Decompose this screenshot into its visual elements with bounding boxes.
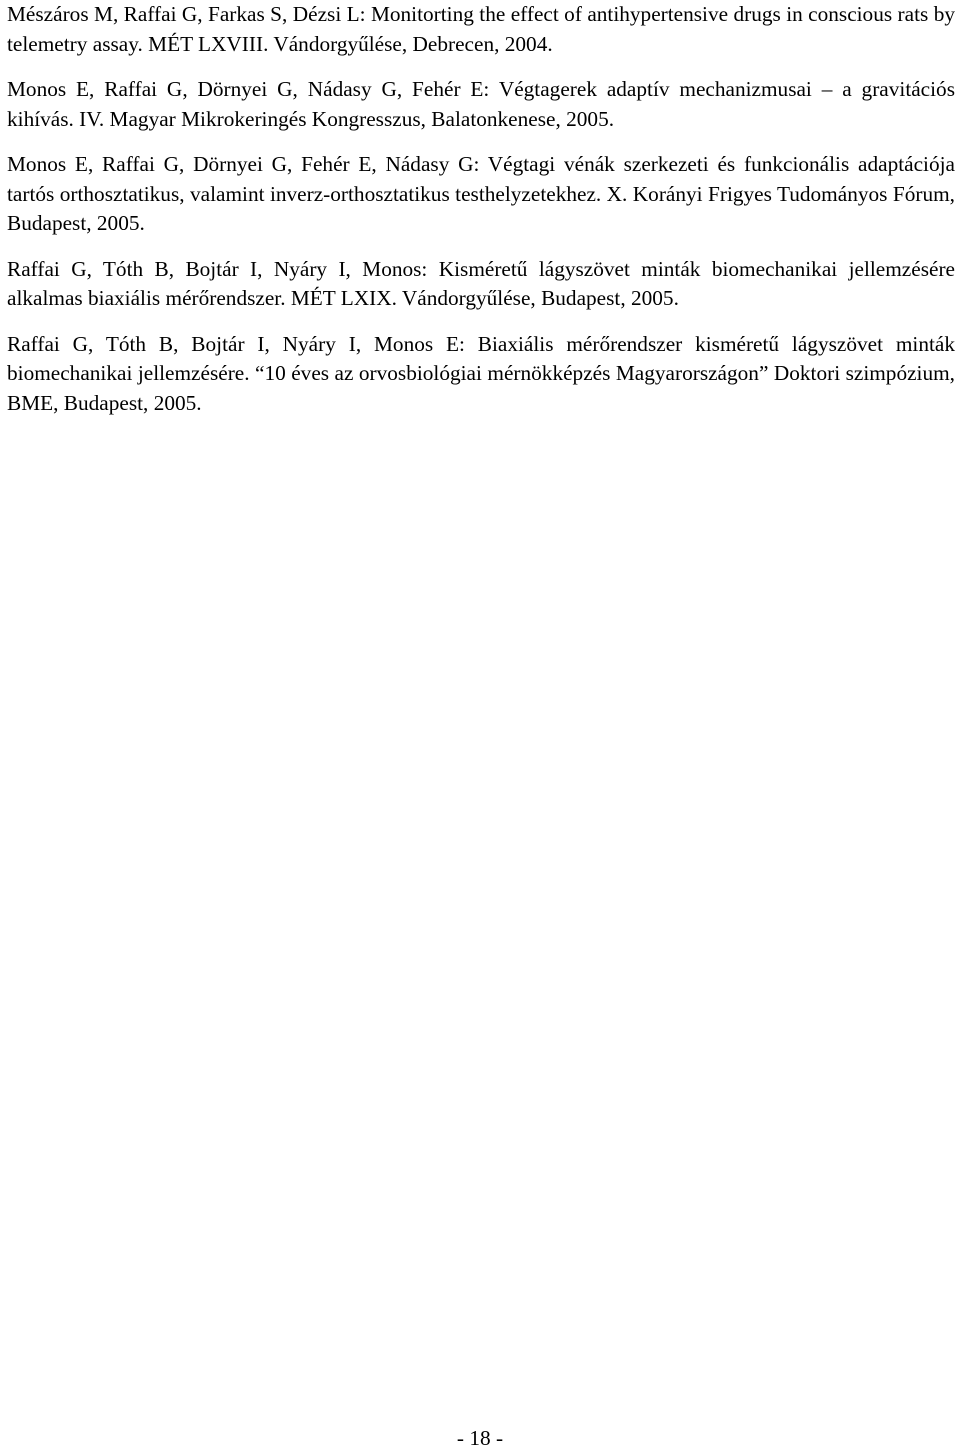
reference-entry: Monos E, Raffai G, Dörnyei G, Nádasy G, Fehér E: Végtagerek adaptív mechanizmusai – a gravitációs kihívás. IV. Magyar Mikrokeringés Kongresszus, Balatonkenese, 2005. bbox=[7, 77, 955, 131]
page-number: - 18 - bbox=[456, 1426, 504, 1450]
reference-entry: Monos E, Raffai G, Dörnyei G, Fehér E, Nádasy G: Végtagi vénák szerkezeti és funkcionális adaptációja tartós orthosztatikus, valamint inverz-orthosztatikus testhelyzetekhez. X. Korányi Frigyes Tudományos Fórum, Budapest, 2005. bbox=[7, 152, 955, 235]
reference-entry: Raffai G, Tóth B, Bojtár I, Nyáry I, Monos E: Biaxiális mérőrendszer kisméretű lágyszövet minták biomechanikai jellemzésére. “10 éves az orvosbiológiai mérnökképzés Magyarországon” Doktori szimpózium, BME, Budapest, 2005. bbox=[7, 331, 955, 415]
reference-list bbox=[7, 0, 955, 418]
reference-entry: Raffai G, Tóth B, Bojtár I, Nyáry I, Monos: Kisméretű lágyszövet minták biomechanikai jellemzésére alkalmas biaxiális mérőrendszer. MÉT LXIX. Vándorgyűlése, Budapest, 2005. bbox=[7, 256, 955, 310]
reference-entry: Mészáros M, Raffai G, Farkas S, Dézsi L: Monitorting the effect of antihypertensive drugs in conscious rats by telemetry assay. MÉT LXVIII. Vándorgyűlése, Debrecen, 2004. bbox=[7, 2, 955, 56]
